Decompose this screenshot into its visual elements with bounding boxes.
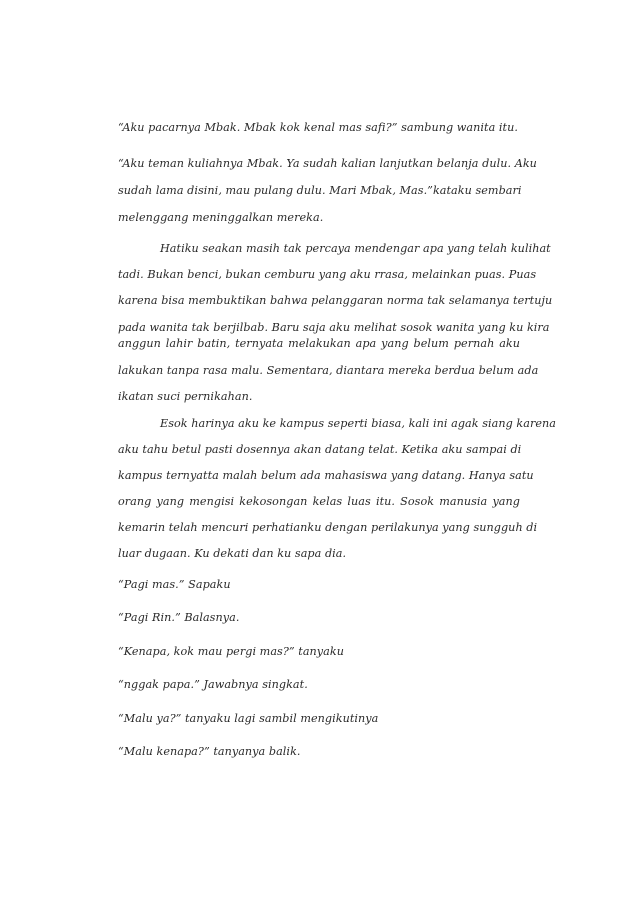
text-line: melenggang meninggalkan mereka.: [118, 211, 324, 224]
text-line: luar dugaan. Ku dekati dan ku sapa dia.: [118, 547, 347, 560]
text-line: “Kenapa, kok mau pergi mas?” tanyaku: [118, 645, 344, 658]
text-line: “Malu kenapa?” tanyanya balik.: [118, 745, 301, 758]
text-line: lakukan tanpa rasa malu. Sementara, diantara mereka berdua belum ada: [118, 364, 539, 377]
text-line: pada wanita tak berjilbab. Baru saja aku melihat sosok wanita yang ku kira: [118, 321, 550, 334]
text-line: Hatiku seakan masih tak percaya mendengar apa yang telah kulihat: [160, 242, 551, 255]
text-line: “Pagi Rin.” Balasnya.: [118, 611, 240, 624]
text-line: tadi. Bukan benci, bukan cemburu yang aku rrasa, melainkan puas. Puas: [118, 268, 537, 281]
text-line: ikatan suci pernikahan.: [118, 390, 253, 403]
text-line: orang yang mengisi kekosongan kelas luas itu. Sosok manusia yang: [118, 495, 520, 508]
text-line: aku tahu betul pasti dosennya akan datang telat. Ketika aku sampai di: [118, 443, 522, 456]
text-line: “nggak papa.” Jawabnya singkat.: [118, 678, 308, 691]
text-line: sudah lama disini, mau pulang dulu. Mari Mbak, Mas.”kataku sembari: [118, 184, 522, 197]
text-line: “Pagi mas.” Sapaku: [118, 578, 231, 591]
text-line: kampus ternyatta malah belum ada mahasiswa yang datang. Hanya satu: [118, 469, 534, 482]
text-line: “Malu ya?” tanyaku lagi sambil mengikutinya: [118, 712, 379, 725]
text-line: Esok harinya aku ke kampus seperti biasa, kali ini agak siang karena: [160, 417, 556, 430]
text-line: kemarin telah mencuri perhatianku dengan perilakunya yang sungguh di: [118, 521, 538, 534]
text-line: karena bisa membuktikan bahwa pelanggaran norma tak selamanya tertuju: [118, 294, 553, 307]
text-line: anggun lahir batin, ternyata melakukan apa yang belum pernah aku: [118, 337, 520, 350]
text-line: “Aku pacarnya Mbak. Mbak kok kenal mas safi?” sambung wanita itu.: [118, 121, 518, 134]
text-line: “Aku teman kuliahnya Mbak. Ya sudah kalian lanjutkan belanja dulu. Aku: [118, 157, 537, 170]
